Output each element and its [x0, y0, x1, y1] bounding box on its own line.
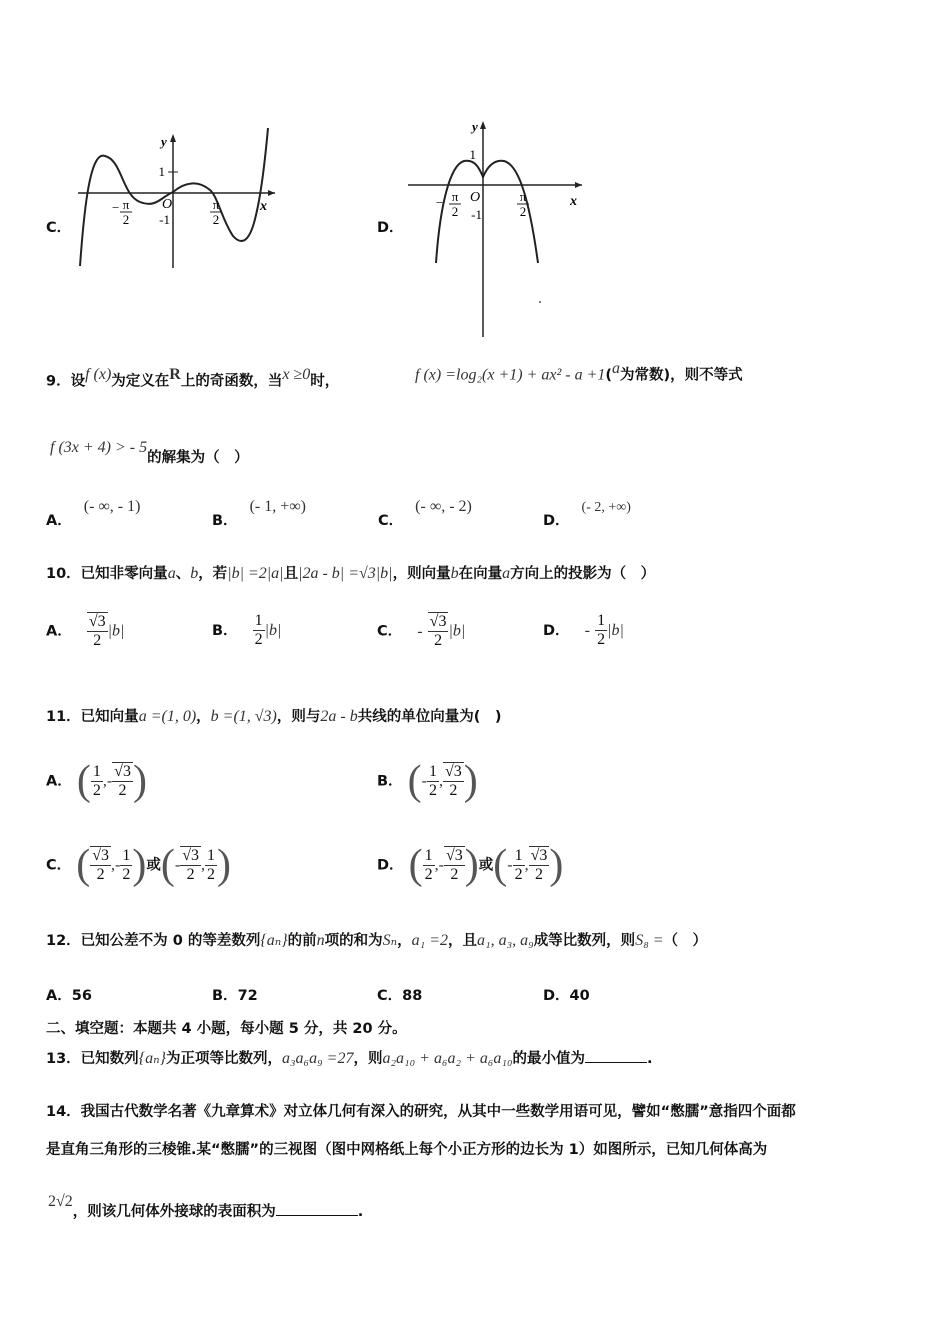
q10-c1: |b| =2|a|	[227, 565, 284, 582]
graph-c-y-arrow	[170, 134, 176, 142]
q10-num: 10．已知非零向量	[46, 566, 168, 582]
q12-Sn: Sₙ	[382, 932, 398, 949]
q9-option-b-label: B．	[212, 513, 238, 529]
q10-option-b-label: B．	[212, 623, 238, 639]
q11-vb: b =(1, √3)	[210, 708, 277, 725]
q9-option-d-value: (- 2, +∞)	[581, 500, 631, 515]
q10-t5: 方向上的投影为（ ）	[510, 566, 656, 582]
q9-line2	[50, 436, 249, 466]
q9-t6: 的解集为（ ）	[147, 450, 249, 466]
q11-option-c[interactable]: C． ( $\frac{√3}{2}$ ,- $\frac{1}{2}$ )或(- $\frac{√3}{2}$ , $\frac{1}{2}$ )	[46, 842, 231, 888]
graph-c-x-arrow	[268, 190, 275, 196]
q10-option-d[interactable]: D． - $\frac{1}{2}$ |b|	[543, 612, 624, 648]
q9-fx: f (x)	[85, 366, 112, 383]
q9-option-a-value: (- ∞, - 1)	[83, 498, 141, 515]
q13-num: 13．已知数列	[46, 1051, 139, 1067]
q14-line2: 是直角三角形的三棱锥.某“憋臑”的三视图（图中网格纸上每个小正方形的边长为 1）如图所示，已知几何体高为	[46, 1142, 768, 1158]
graph-d-origin: O	[470, 190, 481, 205]
graph-c-label: C．	[46, 220, 72, 236]
graph-c-pos-two: 2	[212, 212, 220, 227]
graph-c-curve	[80, 128, 268, 266]
q9-t1: 为定义在	[111, 373, 170, 390]
q13-expr: a₂a₁₀ + a₆a₂ + a₆a₁₀	[382, 1050, 513, 1067]
q10-t3: ，则向量	[392, 566, 451, 582]
q10-option-a[interactable]: A． $\frac{√3}{2}$ |b|	[46, 613, 125, 649]
q14-line3: 2√2，则该几何体外接球的表面积为 .	[48, 1193, 364, 1220]
q10-a: a	[167, 565, 176, 582]
q9-num: 9．设	[46, 373, 86, 390]
q12-option-b[interactable]: B．72	[212, 988, 258, 1004]
q12-a1: a₁ =2	[411, 932, 448, 949]
q13-t2: ，则	[353, 1051, 383, 1067]
q12-t1: 的前	[287, 933, 317, 949]
q13-cond: a₃a₆a₉ =27	[281, 1050, 354, 1067]
graph-d-x-arrow	[575, 182, 582, 188]
q12-n: n	[316, 932, 325, 949]
graph-c-y-label: y	[161, 134, 167, 149]
q10-option-d-label: D．	[543, 623, 570, 639]
q11-t3: 共线的单位向量为( )	[357, 709, 502, 725]
q9-option-c[interactable]	[378, 495, 472, 529]
graph-d-pos-two: 2	[519, 204, 527, 219]
q9-ineq: f (3x + 4) > - 5	[50, 439, 148, 456]
graph-c-pos-pi: π	[212, 197, 220, 212]
q9-t3: 时，	[310, 373, 340, 390]
q12-t6: （ ）	[663, 933, 708, 949]
graph-d-y-arrow	[480, 121, 486, 129]
q9-cond: x ≥0	[282, 366, 311, 383]
q10-option-c-label: C．	[377, 623, 403, 640]
q9-option-c-label: C．	[378, 513, 404, 529]
q12-seq: {aₙ}	[260, 932, 288, 949]
q14-height: 2√2	[48, 1193, 73, 1210]
q9-line1	[46, 366, 339, 390]
q11-option-b[interactable]: B． (- $\frac{1}{2}$ , $\frac{√3}{2}$ )	[377, 758, 478, 804]
q12-t5: 成等比数列，则	[533, 933, 636, 949]
q11-stem	[46, 705, 501, 726]
q9-option-b-value: (- 1, +∞)	[249, 498, 306, 515]
q9-t5: 为常数)，则不等式	[620, 367, 743, 384]
q11-num: 11．已知向量	[46, 709, 139, 725]
q10-b: b	[190, 565, 199, 582]
graph-d-neg-sign: −	[436, 195, 444, 210]
q10-sep: 、	[175, 566, 191, 582]
q12-option-c[interactable]: C．88	[377, 988, 423, 1004]
graph-d-label: D．	[377, 220, 404, 236]
q10-option-c[interactable]: C． - $\frac{√3}{2}$ |b|	[377, 613, 466, 649]
q10-t4: 在向量	[458, 566, 503, 582]
q11-expr: 2a - b	[320, 708, 358, 725]
graph-c-neg-sign: −	[112, 200, 120, 215]
graph-d-one: 1	[469, 147, 476, 162]
q10-c2: |2a - b| =√3|b|	[298, 565, 393, 582]
q9-option-a-label: A．	[46, 513, 72, 529]
q13-answer-blank[interactable]	[585, 1062, 647, 1063]
graph-d-pos-pi: π	[519, 189, 527, 204]
q14-answer-blank[interactable]	[276, 1215, 358, 1216]
q9-option-d[interactable]	[543, 495, 631, 529]
q13-stem: 13．已知数列{aₙ}为正项等比数列，a₃a₆a₉ =27，则a₂a₁₀ + a₆a₂ + a₆a₁₀的最小值为 .	[46, 1050, 653, 1067]
q9-R: R	[169, 366, 181, 383]
graph-c-one: 1	[158, 164, 165, 179]
graph-d-minus-one: -1	[471, 207, 482, 222]
graph-c-x-label: x	[260, 199, 267, 214]
q11-option-a-label: A．	[46, 773, 72, 790]
graph-d-neg-two: 2	[451, 204, 459, 219]
q12-t3: ，	[397, 933, 412, 949]
q10-stem	[46, 562, 655, 583]
graph-d-x-label: x	[570, 194, 577, 209]
q14-line1: 14．我国古代数学名著《九章算术》对立体几何有深入的研究，从其中一些数学用语可见，譬如“憋臑”意指四个面都	[46, 1104, 796, 1120]
graph-c-minus-one: -1	[159, 212, 170, 227]
q10-option-a-label: A．	[46, 623, 72, 640]
q9-formula-line	[415, 360, 743, 384]
q12-geo: a₁, a₃, a₉	[477, 932, 534, 949]
q12-num: 12．已知公差不为 0 的等差数列	[46, 933, 261, 949]
q11-t1: ，	[196, 709, 211, 725]
q12-option-a[interactable]: A．56	[46, 988, 92, 1004]
q12-t2: 项的和为	[324, 933, 383, 949]
q13-t1: 为正项等比数列，	[165, 1051, 282, 1067]
graph-d-neg-pi: π	[451, 189, 459, 204]
q10-b2: b	[450, 565, 459, 582]
q13-seq: {aₙ}	[138, 1050, 166, 1067]
q10-a2: a	[502, 565, 511, 582]
q10-option-b[interactable]: B． $\frac{1}{2}$ |b|	[212, 612, 282, 648]
q11-option-d-label: D．	[377, 857, 404, 874]
q11-option-c-label: C．	[46, 857, 72, 874]
section-2-heading: 二、填空题：本题共 4 小题，每小题 5 分，共 20 分。	[46, 1021, 407, 1037]
q12-S8: S₈ =	[635, 932, 664, 949]
q10-t1: ，若	[198, 566, 228, 582]
q11-va: a =(1, 0)	[138, 708, 197, 725]
graph-c-neg-two: 2	[122, 212, 130, 227]
q9-option-a[interactable]	[46, 495, 141, 529]
graph-c-neg-pi: π	[122, 197, 130, 212]
q9-option-d-label: D．	[543, 513, 570, 529]
q11-option-a[interactable]: A． ( $\frac{1}{2}$ ,- $\frac{√3}{2}$ )	[46, 758, 147, 804]
q9-t2: 上的奇函数，当	[180, 373, 283, 390]
q11-option-b-label: B．	[377, 773, 403, 790]
q9-formula: f (x) =log₂(x +1) + ax² - a +1	[415, 366, 606, 384]
q10-t2: 且	[283, 566, 299, 582]
q13-t3: 的最小值为	[512, 1051, 586, 1067]
graph-d-y-label: y	[472, 119, 478, 134]
q12-t4: ，且	[448, 933, 477, 949]
graph-c	[70, 120, 280, 270]
q14-t1: ，则该几何体外接球的表面积为	[72, 1204, 276, 1220]
q9-option-b[interactable]	[212, 495, 306, 529]
q12-option-d[interactable]: D．40	[543, 988, 590, 1004]
q9-t4: (	[605, 367, 613, 384]
graph-c-origin: O	[162, 197, 173, 212]
q12-stem	[46, 929, 707, 950]
q11-t2: ，则与	[276, 709, 321, 725]
graph-d	[400, 115, 590, 340]
q9-a: a	[612, 360, 621, 377]
graph-d-dot	[539, 301, 541, 303]
q9-option-c-value: (- ∞, - 2)	[415, 498, 472, 515]
q11-option-d[interactable]: D． ( $\frac{1}{2}$ ,- $\frac{√3}{2}$ )或(- $\frac{1}{2}$ , $\frac{√3}{2}$ )	[377, 842, 564, 888]
